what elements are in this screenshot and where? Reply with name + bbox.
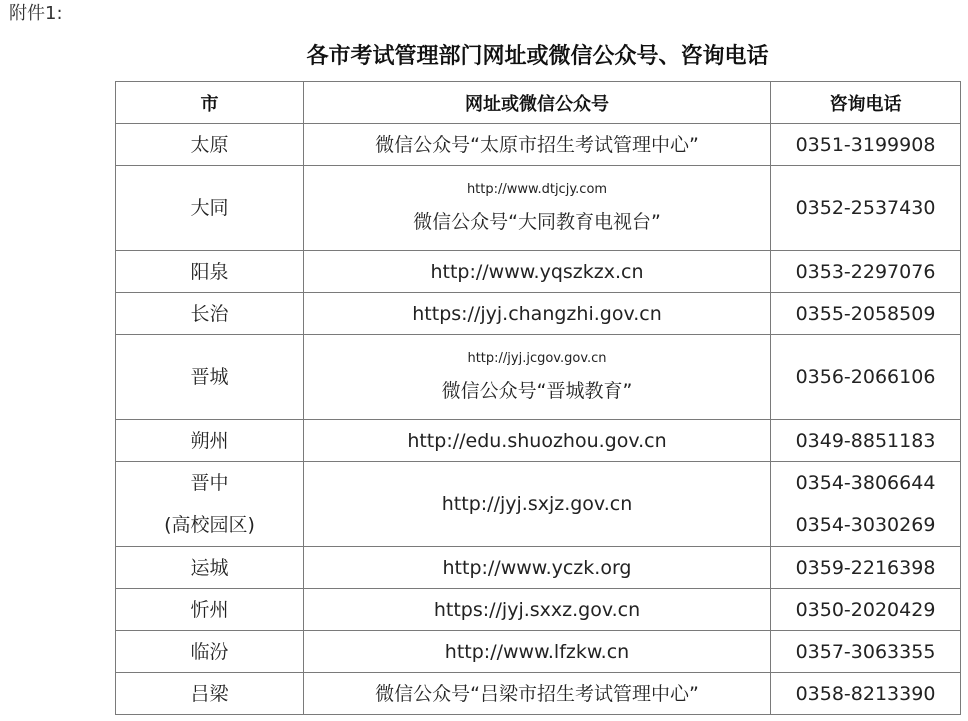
city-cell: 忻州 — [116, 589, 304, 631]
header-phone: 咨询电话 — [771, 82, 961, 124]
phone-cell: 0356-2066106 — [771, 335, 961, 420]
city-cell: 太原 — [116, 124, 304, 166]
website-link[interactable]: https://jyj.sxxz.gov.cn — [304, 589, 771, 631]
city-cell: 晋城 — [116, 335, 304, 420]
phone-number: 0354-3806644 — [795, 472, 936, 494]
website-link[interactable]: http://www.yqszkzx.cn — [304, 251, 771, 293]
table-row — [116, 631, 961, 673]
website-link[interactable]: https://jyj.changzhi.gov.cn — [304, 293, 771, 335]
url-cell: 微信公众号“吕梁市招生考试管理中心” — [304, 673, 771, 715]
phone-cell: 0352-2537430 — [771, 166, 961, 251]
phone-cell: 0351-3199908 — [771, 124, 961, 166]
city-cell: 运城 — [116, 547, 304, 589]
url-cell — [304, 335, 771, 420]
table-row — [116, 462, 961, 547]
document-title: 各市考试管理部门网址或微信公众号、咨询电话 — [306, 44, 769, 69]
website-link[interactable]: http://edu.shuozhou.gov.cn — [304, 420, 771, 462]
table-row — [116, 251, 961, 293]
city-cell: 大同 — [116, 166, 304, 251]
wechat-account: 微信公众号“晋城教育” — [441, 380, 633, 402]
wechat-account: 微信公众号“大同教育电视台” — [413, 211, 661, 233]
table-row — [116, 673, 961, 715]
phone-cell: 0355-2058509 — [771, 293, 961, 335]
phone-cell: 0357-3063355 — [771, 631, 961, 673]
table-header-row — [116, 82, 961, 124]
city-cell: 长治 — [116, 293, 304, 335]
header-url: 网址或微信公众号 — [304, 82, 771, 124]
table-row — [116, 420, 961, 462]
attachment-label: 附件1: — [9, 3, 63, 24]
table-row — [116, 166, 961, 251]
phone-cell: 0349-8851183 — [771, 420, 961, 462]
phone-cell: 0358-8213390 — [771, 673, 961, 715]
city-cell: 吕梁 — [116, 673, 304, 715]
phone-cell — [771, 462, 961, 547]
url-cell: 微信公众号“太原市招生考试管理中心” — [304, 124, 771, 166]
website-link[interactable]: http://www.yczk.org — [304, 547, 771, 589]
website-link[interactable]: http://jyj.sxjz.gov.cn — [304, 462, 771, 547]
table-row — [116, 335, 961, 420]
phone-number-secondary: 0354-3030269 — [795, 514, 936, 536]
city-name: 晋中 — [190, 472, 229, 494]
contact-table — [115, 81, 961, 715]
phone-cell: 0353-2297076 — [771, 251, 961, 293]
city-cell: 朔州 — [116, 420, 304, 462]
url-cell — [304, 166, 771, 251]
phone-cell: 0350-2020429 — [771, 589, 961, 631]
table-row — [116, 124, 961, 166]
city-cell: 阳泉 — [116, 251, 304, 293]
website-link[interactable]: http://jyj.jcgov.gov.cn — [467, 351, 607, 366]
city-cell — [116, 462, 304, 547]
website-link[interactable]: http://www.lfzkw.cn — [304, 631, 771, 673]
table-row — [116, 589, 961, 631]
phone-cell: 0359-2216398 — [771, 547, 961, 589]
website-link[interactable]: http://www.dtjcjy.com — [466, 182, 608, 197]
city-subtitle: (高校园区) — [164, 514, 255, 536]
city-cell: 临汾 — [116, 631, 304, 673]
table-row — [116, 293, 961, 335]
header-city: 市 — [116, 82, 304, 124]
table-row — [116, 547, 961, 589]
